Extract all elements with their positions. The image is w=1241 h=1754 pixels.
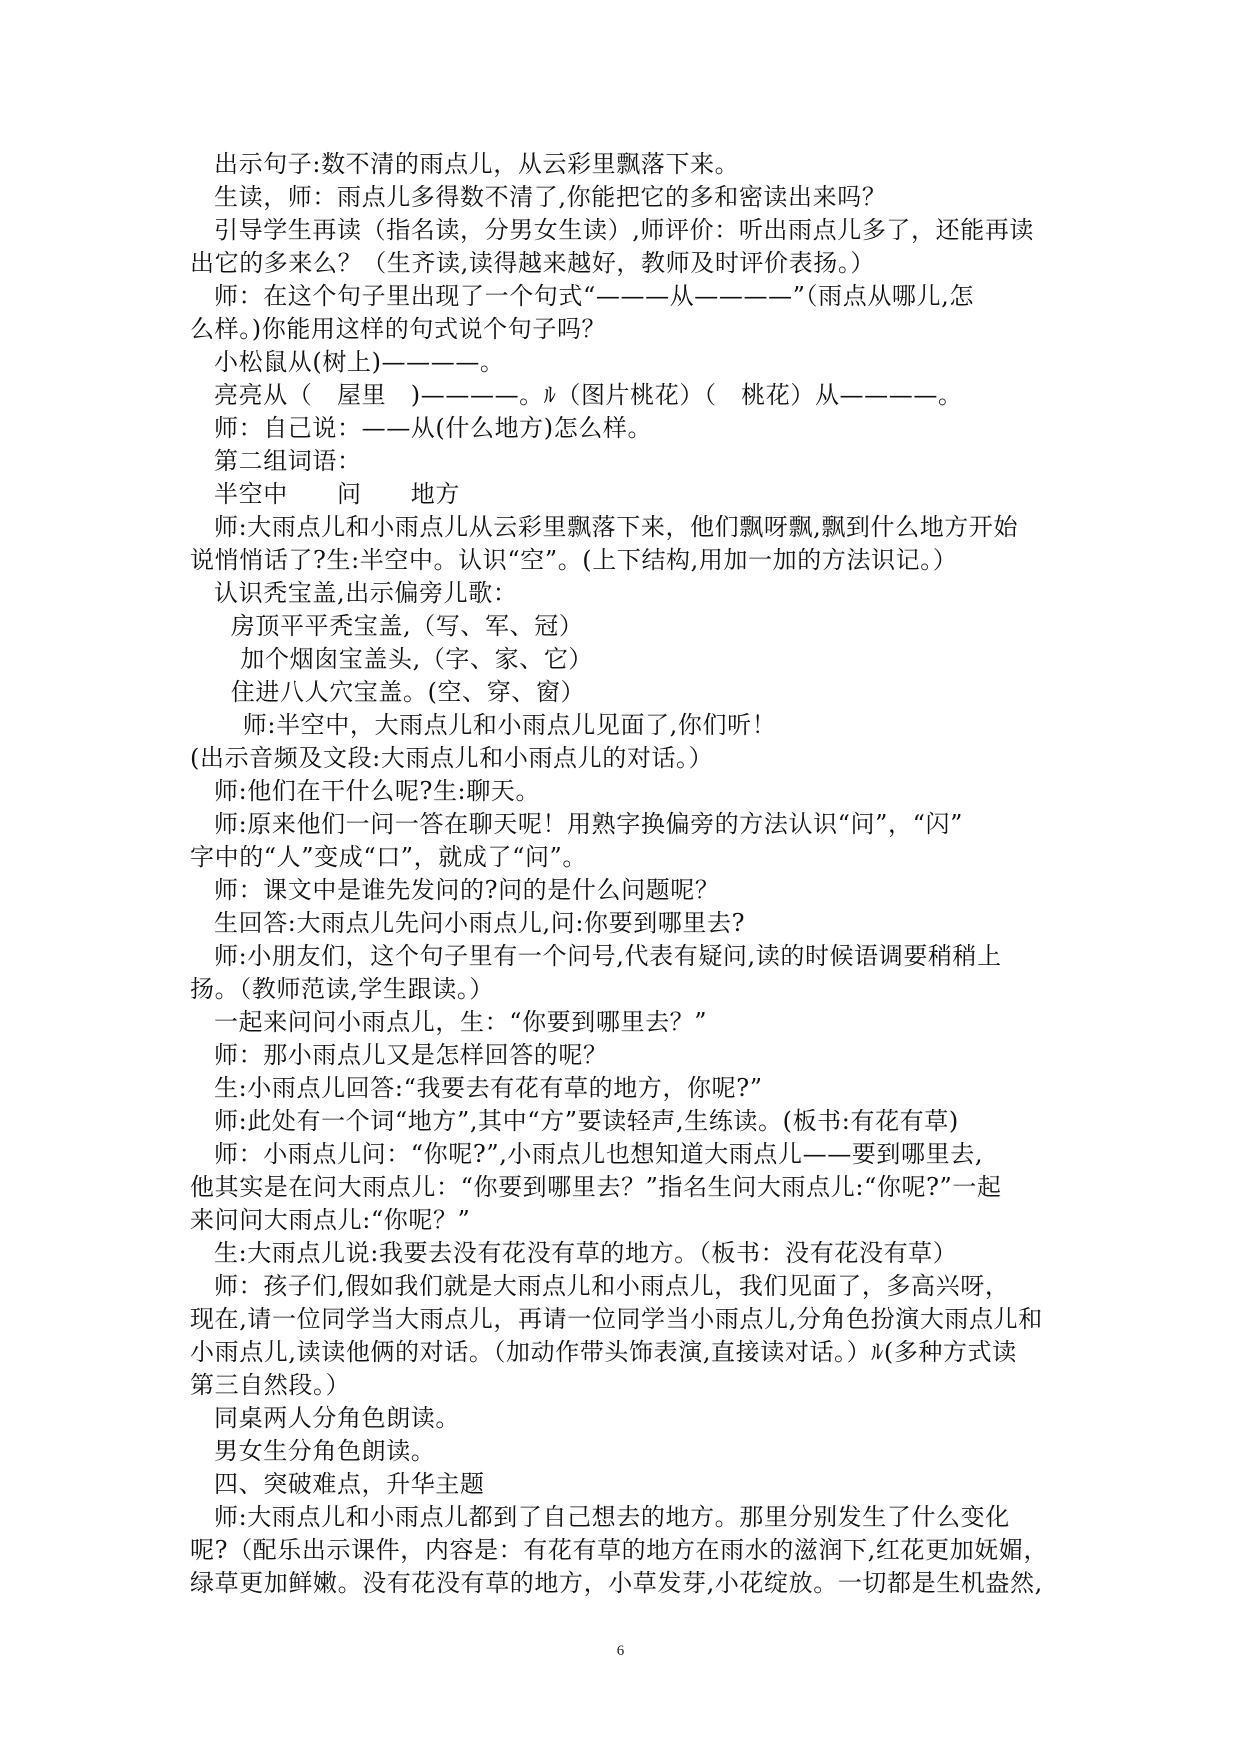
text-line: 扬。（教师范读,学生跟读。） [190,975,495,1003]
text-line: 小松鼠从(树上)————。 [214,348,505,376]
text-line: 生:大雨点儿说:我要去没有花没有草的地方。（板书：没有花没有草） [214,1239,958,1267]
text-line: 男女生分角色朗读。 [214,1437,436,1465]
text-line: 呢?（配乐出示课件，内容是：有花有草的地方在雨水的滋润下,红花更加妩媚， [190,1536,1049,1564]
text-line: 师:大雨点儿和小雨点儿都到了自己想去的地方。那里分别发生了什么变化 [214,1503,1010,1531]
text-line: 一起来问问小雨点儿，生：“你要到哪里去？” [214,1008,708,1036]
text-line: 亮亮从（ 屋里 )————。﻿ﾙ（图片桃花）（ 桃花）从————。 [214,381,963,409]
page-number: 6 [616,1643,625,1659]
text-line: 师:他们在干什么呢?生:聊天。 [214,777,541,805]
text-line: 第二组词语： [214,447,362,475]
text-line: 加个烟囱宝盖头,（字、家、它） [240,645,594,673]
text-line: 引导学生再读（指名读，分男女生读）,师评价：听出雨点儿多了，还能再读 [214,216,1035,244]
text-line: 生:小雨点儿回答:“我要去有花有草的地方，你呢?” [214,1074,763,1102]
text-line: 师:小朋友们，这个句子里有一个问号,代表有疑问,读的时候语调要稍稍上 [214,942,1002,970]
text-line: 字中的“人”变成“口”，就成了“问”。 [190,843,588,871]
text-line: 师:此处有一个词“地方”,其中“方”要读轻声,生练读。(板书:有花有草) [214,1107,959,1135]
text-line: 师:原来他们一问一答在聊天呢！用熟字换偏旁的方法认识“问”，“闪” [214,810,963,838]
text-line: 第三自然段。） [190,1371,351,1399]
text-line: 师：在这个句子里出现了一个句式“———从————”（雨点从哪儿,怎 [214,282,974,310]
text-line: 么样。)你能用这样的句式说个句子吗？ [190,315,607,343]
text-line: 出示句子:数不清的雨点儿，从云彩里飘落下来。 [214,150,740,178]
text-line: 现在,请一位同学当大雨点儿，再请一位同学当小雨点儿,分角色扮演大雨点儿和 [190,1305,1043,1333]
text-line: 师：那小雨点儿又是怎样回答的呢？ [214,1041,608,1069]
text-line: 绿草更加鲜嫩。没有花没有草的地方，小草发芽,小花绽放。一切都是生机盎然, [190,1569,1043,1597]
text-line: 说悄悄话了?生:半空中。认识“空”。(上下结构,用加一加的方法识记。） [190,546,958,574]
text-line: 师：孩子们,假如我们就是大雨点儿和小雨点儿，我们见面了，多高兴呀， [214,1272,1010,1300]
text-line: 师：课文中是谁先发问的?问的是什么问题呢？ [214,876,720,904]
text-line: 出它的多来么？（生齐读,读得越来越好，教师及时评价表扬。） [190,249,876,277]
text-line: 半空中 问 地方 [214,480,460,508]
text-line: 师：小雨点儿问：“你呢?”,小雨点儿也想知道大雨点儿——要到哪里去, [214,1140,984,1168]
text-line: 认识秃宝盖,出示偏旁儿歌： [214,579,518,607]
text-line: 生回答:大雨点儿先问小雨点儿,问:你要到哪里去? [214,909,746,937]
text-line: 同桌两人分角色朗读。 [214,1404,460,1432]
text-line: 住进八人穴宝盖。(空、穿、窗） [230,678,586,706]
text-line: 小雨点儿,读读他俩的对话。（加动作带头饰表演,直接读对话。）﻿ﾙ(多种方式读 [190,1338,1017,1366]
text-line: 他其实是在问大雨点儿：“你要到哪里去？”指名生问大雨点儿:“你呢?”一起 [190,1173,1002,1201]
text-line: 师:半空中，大雨点儿和小雨点儿见面了,你们听！ [242,711,777,739]
text-line: (出示音频及文段:大雨点儿和小雨点儿的对话。） [190,744,714,772]
text-line: 四、突破难点，升华主题 [214,1470,485,1498]
body-text [190,148,1068,1600]
text-line: 房顶平平秃宝盖,（写、军、冠） [230,612,584,640]
text-line: 生读，师：雨点儿多得数不清了,你能把它的多和密读出来吗？ [214,183,887,211]
text-line: 师：自己说：——从(什么地方)怎么样。 [214,414,653,442]
text-line: 来问问大雨点儿:“你呢？” [190,1206,471,1234]
text-line: 师:大雨点儿和小雨点儿从云彩里飘落下来，他们飘呀飘,飘到什么地方开始 [214,513,1019,541]
